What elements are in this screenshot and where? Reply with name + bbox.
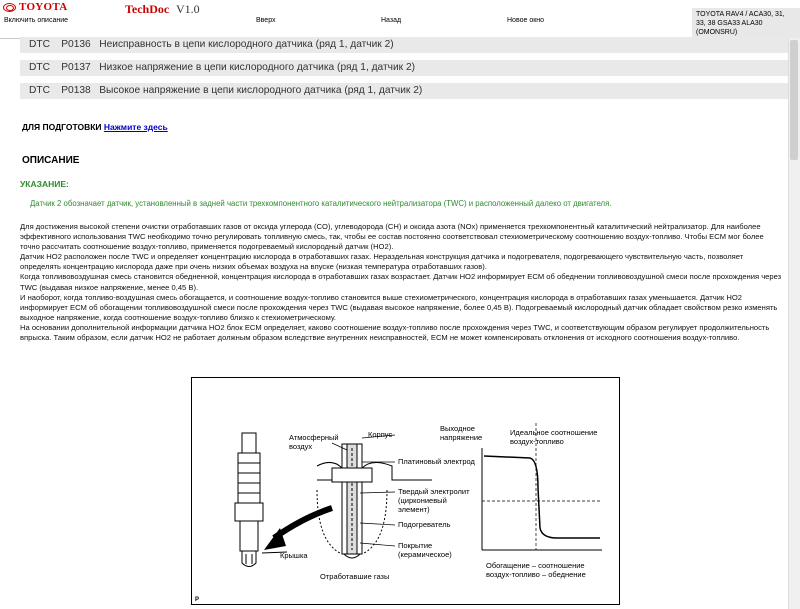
- dtc-code: P0137: [61, 62, 91, 73]
- app-title: TechDoc: [125, 2, 170, 16]
- description-heading: ОПИСАНИЕ: [22, 155, 80, 166]
- heater-label: Подогреватель: [398, 520, 451, 529]
- sensor-icon: [235, 433, 263, 567]
- dtc-prefix: DTC: [29, 62, 50, 73]
- dtc-row: [20, 37, 788, 53]
- body-paragraph: Датчик HO2 расположен после TWC и определяет концентрацию кислорода в отработавших газах. Нераздельная конструкция датчика и подогревателя, подогревающего чувствительную часть, позволяет определять концентрацию кислорода даже при очень низких объемах воздуха на впуске (низкая температура отработавших газов).: [20, 252, 744, 272]
- ideal-ratio-label: Идеальное соотношение воздух-топливо: [510, 428, 598, 446]
- app-version: V1.0: [176, 2, 200, 16]
- body-paragraph: И наоборот, когда топливо-воздушная смесь обогащается, и соотношение воздух-топливо становится выше стехиометрического, концентрация кислорода в отработавших газах уменьшается. Датчик HO2 информирует ECM об обогащении топливовоздушной смеси после прохождения через TWC (выдавая высокое напряжение, более 0,45 В). Подогреваемый кислородный датчик обладает свойством резко изменять выходное напряжение, когда соотношение воздух-топливо близко к стехиометрическому.: [20, 292, 778, 322]
- description-body: [20, 222, 785, 343]
- toyota-logo: [3, 1, 67, 13]
- dtc-code: P0136: [61, 39, 91, 50]
- cap-label: Крышка: [280, 551, 308, 560]
- toyota-emblem-icon: [3, 3, 16, 12]
- housing-label: Корпус: [368, 430, 393, 439]
- body-paragraph: Для достижения высокой степени очистки отработавших газов от оксида углерода (CO), углеводорода (CH) и оксида азота (NOx) применяется трехкомпонентный каталитический нейтрализатор. Для наиболее эффективного использования TWC необходимо точно регулировать топливную смесь, так, чтобы ее состав постоянно соответствовал стехиометрическому соотношению воздух-топливо. Чтобы ECM мог более точно рассчитать соотношение воздух-топливо, применяется подогреваемый кислородный датчик (HO2).: [20, 222, 764, 252]
- dtc-prefix: DTC: [29, 39, 50, 50]
- new-window-link[interactable]: Новое окно: [507, 17, 545, 24]
- back-link[interactable]: Назад: [381, 17, 402, 24]
- coating-label: Покрытие (керамическое): [398, 541, 452, 559]
- logo-text: TOYOTA: [19, 1, 68, 13]
- body-paragraph: На основании дополнительной информации датчика HO2 блок ECM определяет, каково соотношение воздух-топливо после прохождения через TWC, и соответствующим образом регулирует продолжительность впрыска. Таким образом, если датчик HO2 не работает должным образом вследствие внутренних неисправностей, ECM не может компенсировать отклонения от исходного соотношения воздух-топливо.: [20, 322, 770, 343]
- exhaust-label: Отработавшие газы: [320, 572, 390, 581]
- output-voltage-label: Выходное напряжение: [440, 424, 483, 442]
- enable-description-link[interactable]: Включить описание: [4, 17, 69, 24]
- solid-electrolyte-label: Твердый электролит (циркониевый элемент): [398, 487, 470, 514]
- x-axis-label: Обогащение – соотношение воздух-топливо – обеднение: [486, 561, 586, 579]
- dtc-code: P0138: [61, 85, 91, 96]
- note-text: Датчик 2 обозначает датчик, установленный в задней части трехкомпонентного каталитического нейтрализатора (TWC) и расположенный далеко от двигателя.: [30, 199, 612, 208]
- preparation-line: [22, 122, 168, 132]
- dtc-text: Низкое напряжение в цепи кислородного датчика (ряд 1, датчик 2): [99, 62, 416, 73]
- dtc-text: Неисправность в цепи кислородного датчика (ряд 1, датчик 2): [99, 39, 394, 50]
- prep-label: ДЛЯ ПОДГОТОВКИ: [22, 122, 102, 132]
- oxygen-sensor-diagram: [191, 377, 620, 605]
- vehicle-line: (OMONSRU): [696, 29, 738, 36]
- dtc-prefix: DTC: [29, 85, 50, 96]
- figure-corner-mark: P: [195, 597, 200, 603]
- scrollbar-thumb[interactable]: [790, 40, 798, 160]
- up-link[interactable]: Вверх: [256, 17, 276, 24]
- atm-air-label: Атмосферный воздух: [289, 433, 339, 451]
- app-header: [0, 0, 800, 39]
- prep-link[interactable]: Нажмите здесь: [103, 122, 168, 132]
- vehicle-line: TOYOTA RAV4 / ACA30, 31,: [696, 11, 785, 18]
- dtc-text: Высокое напряжение в цепи кислородного датчика (ряд 1, датчик 2): [99, 85, 423, 96]
- note-heading: УКАЗАНИЕ:: [20, 179, 69, 189]
- vehicle-info: [692, 8, 800, 38]
- vehicle-line: 33, 38 GSA33 ALA30: [696, 20, 763, 27]
- dtc-row: [20, 60, 788, 76]
- body-paragraph: Когда топливовоздушная смесь становится обедненной, концентрация кислорода в отработавших газах возрастает. Датчик HO2 информирует ECM об обеднении топливовоздушной смеси после прохождения через TWC (выдавая низкое напряжение, менее 0,45 В).: [20, 272, 782, 292]
- dtc-row: [20, 83, 788, 99]
- platinum-electrode-label: Платиновый электрод: [398, 457, 475, 466]
